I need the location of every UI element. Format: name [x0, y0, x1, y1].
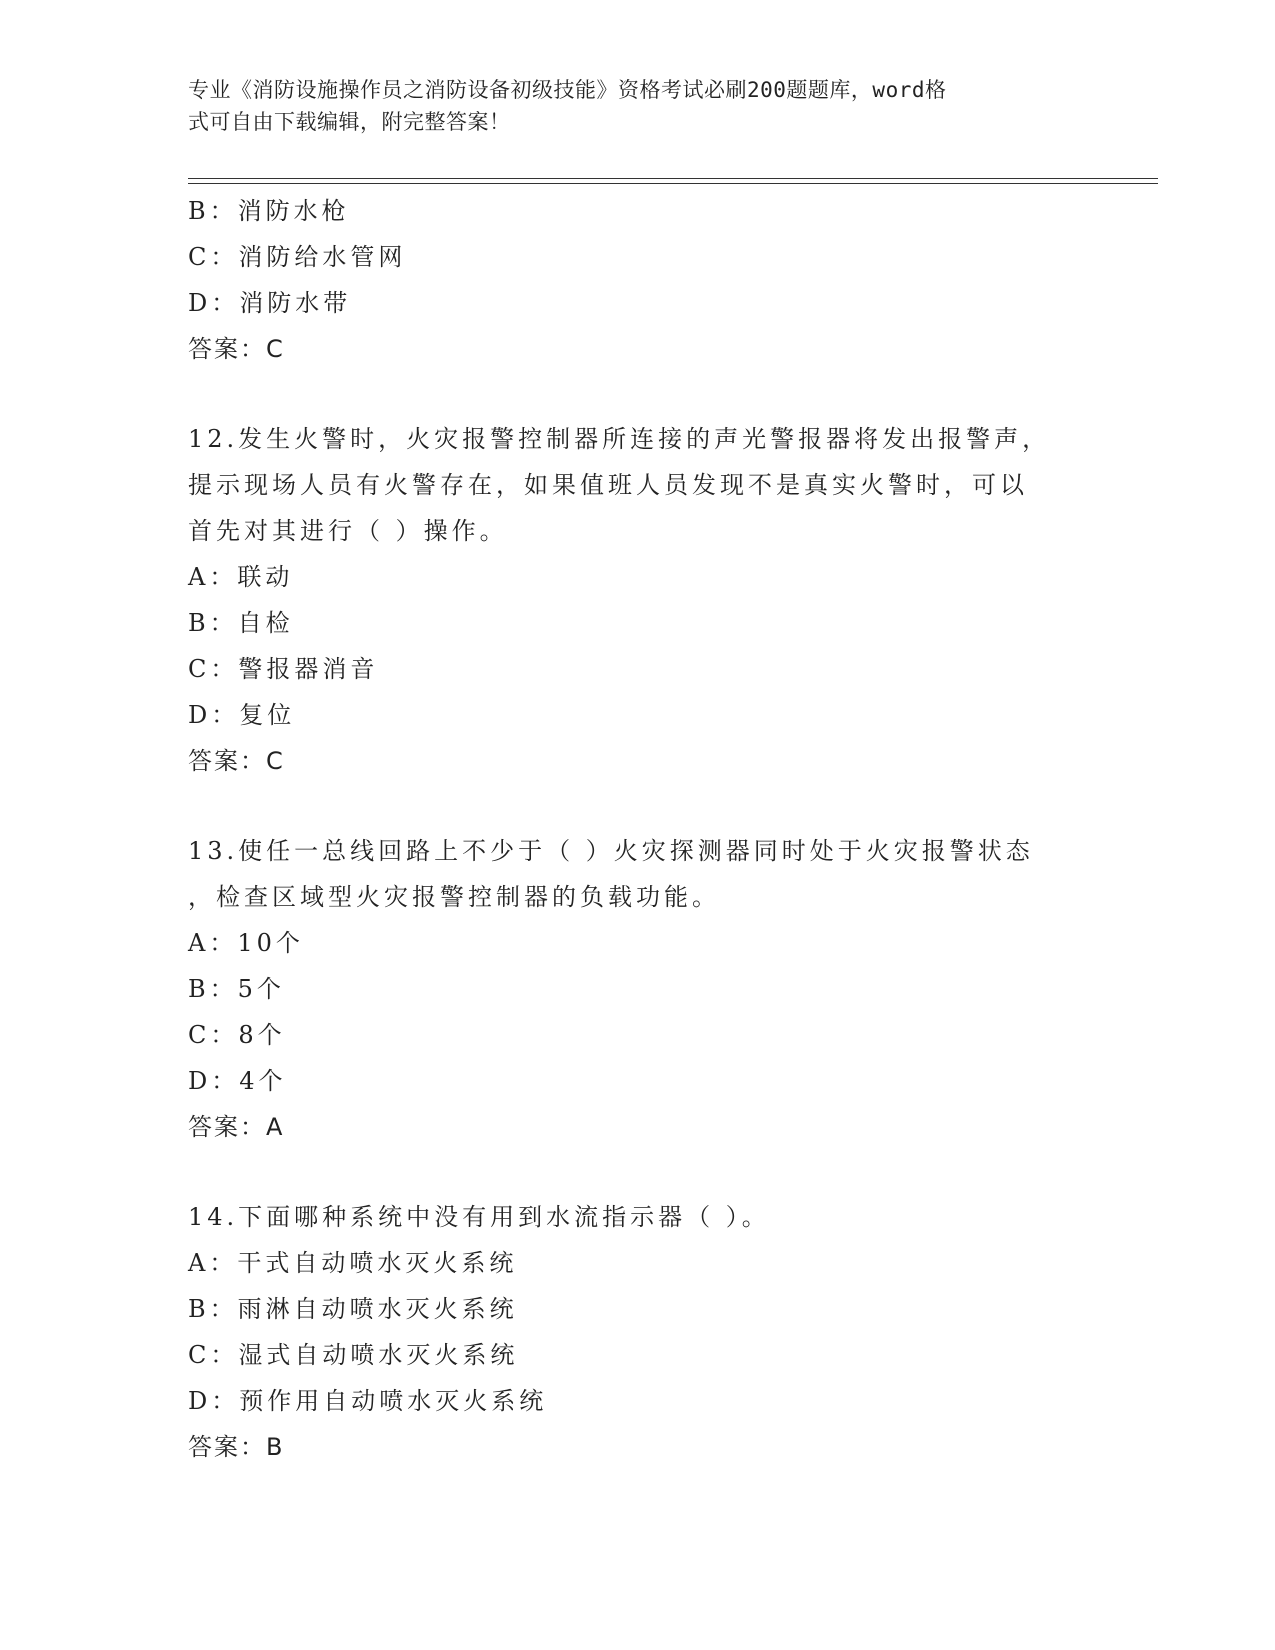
option-d: D：4个	[188, 1067, 287, 1095]
header-divider-bottom	[188, 183, 1158, 184]
option-a: A：联动	[188, 563, 294, 591]
document-header	[188, 74, 1068, 138]
question-11-continued	[188, 188, 1088, 372]
option-b: B：5个	[188, 975, 285, 1003]
question-14	[188, 1194, 1088, 1470]
question-list	[188, 188, 1088, 1470]
option-b: B：自检	[188, 609, 294, 637]
option-c: C：警报器消音	[188, 655, 379, 683]
answer-line: 答案：A	[188, 1113, 285, 1141]
question-12	[188, 416, 1088, 784]
answer-line: 答案：C	[188, 747, 285, 775]
question-stem	[188, 416, 1088, 554]
question-stem-line: 14.下面哪种系统中没有用到水流指示器（ ）。	[188, 1203, 770, 1231]
header-divider-top	[188, 178, 1158, 179]
question-stem-line: ，检查区域型火灾报警控制器的负载功能。	[188, 883, 720, 911]
option-c: C：消防给水管网	[188, 243, 407, 271]
question-stem-line: 13.使任一总线回路上不少于（ ）火灾探测器同时处于火灾报警状态	[188, 837, 1034, 865]
option-b: B：雨淋自动喷水灭火系统	[188, 1295, 518, 1323]
option-d: D：复位	[188, 701, 296, 729]
option-d: D：消防水带	[188, 289, 352, 317]
option-d: D：预作用自动喷水灭火系统	[188, 1387, 548, 1415]
question-stem-line: 12.发生火警时，火灾报警控制器所连接的声光警报器将发出报警声，	[188, 425, 1051, 453]
header-line-1: 专业《消防设施操作员之消防设备初级技能》资格考试必刷200题题库，word格	[188, 78, 947, 102]
answer-line: 答案：B	[188, 1433, 285, 1461]
answer-line: 答案：C	[188, 335, 285, 363]
option-a: A：10个	[188, 929, 304, 957]
option-a: A：干式自动喷水灭火系统	[188, 1249, 518, 1277]
header-line-2: 式可自由下载编辑，附完整答案！	[188, 110, 511, 134]
question-13	[188, 828, 1088, 1150]
option-c: C：8个	[188, 1021, 286, 1049]
option-c: C：湿式自动喷水灭火系统	[188, 1341, 519, 1369]
question-stem	[188, 1194, 1088, 1240]
question-stem-line: 首先对其进行（ ）操作。	[188, 517, 508, 545]
option-b: B：消防水枪	[188, 197, 350, 225]
question-stem	[188, 828, 1088, 920]
question-stem-line: 提示现场人员有火警存在，如果值班人员发现不是真实火警时，可以	[188, 471, 1028, 499]
